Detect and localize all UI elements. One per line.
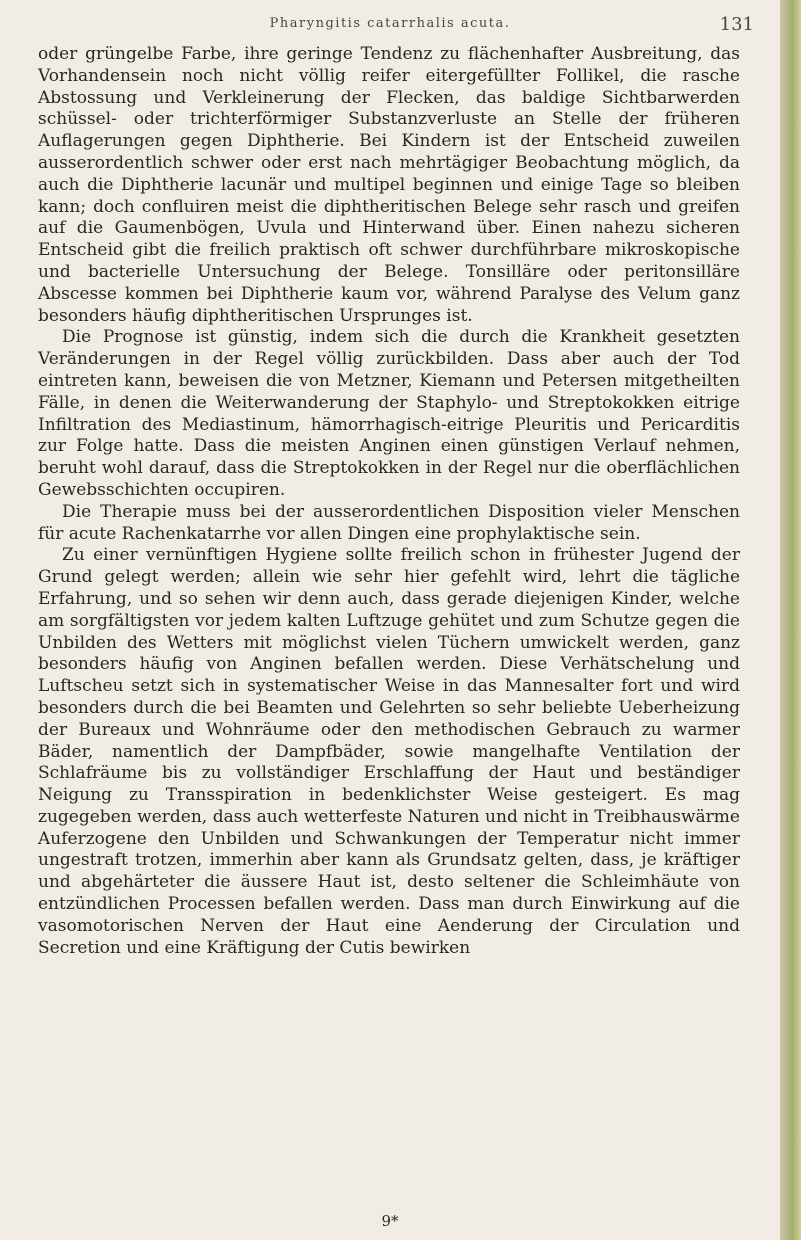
paragraph-prognosis: Die Prognose ist günstig, indem sich die durch die Krankheit gesetzten Veränderungen in der Regel völlig zurückbilden. Dass aber auch der Tod eintreten kann, beweisen die von Metzner, Kiemann und Petersen mitgetheilten Fälle, in denen die Weiterwanderung der Staphylo- und Streptokokken eitrige Infiltration des Mediastinum, hämorrhagisch-eitrige Pleuritis und Pericarditis zur Folge hatte. Dass die meisten Anginen einen günstigen Verlauf nehmen, beruht wohl darauf, dass die Streptokokken in der Regel nur die oberflächlichen Gewebsschichten occupiren. [38, 327, 740, 500]
page-number: 131 [719, 14, 754, 35]
running-title: Pharyngitis catarrhalis acuta. [269, 16, 511, 31]
paragraph-diagnosis: oder grüngelbe Farbe, ihre geringe Tendenz zu flächenhafter Ausbreitung, das Vorhandensein noch nicht völlig reifer eitergefüllter Follikel, die rasche Abstossung und Verkleinerung der Flecken, das baldige Sichtbarwerden schüssel- oder trichterförmiger Substanzverluste an Stelle der früheren Auflagerungen gegen Diphtherie. Bei Kindern ist der Entscheid zuweilen ausserordentlich schwer oder erst nach mehrtägiger Beobachtung möglich, da auch die Diphtherie lacunär und multipel beginnen und einige Tage so bleiben kann; doch confluiren meist die diphtheritischen Belege sehr rasch und greifen auf die Gaumenbögen, Uvula und Hinterwand über. Einen nahezu sicheren Entscheid gibt die freilich praktisch oft schwer durchführbare mikroskopische und bacterielle Untersuchung der Belege. Tonsilläre oder peritonsilläre Abscesse kommen bei Diphtherie kaum vor, während Paralyse des Velum ganz besonders häufig diphtheritischen Ursprunges ist. [38, 44, 740, 326]
paragraph-therapy: Die Therapie muss bei der ausserordentlichen Disposition vieler Menschen für acute Rachenkatarrhe vor allen Dingen eine prophylaktische sein. [38, 501, 740, 544]
body-text [38, 44, 740, 959]
signature-mark: 9* [381, 1212, 399, 1230]
page-edge [780, 0, 801, 1240]
page-header [0, 14, 780, 38]
paragraph-hygiene: Zu einer vernünftigen Hygiene sollte freilich schon in frühester Jugend der Grund gelegt werden; allein wie sehr hier gefehlt wird, lehrt die tägliche Erfahrung, und so sehen wir denn auch, dass gerade diejenigen Kinder, welche am sorgfältigsten vor jedem kalten Luftzuge gehütet und zum Schutze gegen die Unbilden des Wetters mit möglichst vielen Tüchern umwickelt werden, ganz besonders häufig von Anginen befallen werden. Diese Verhätschelung und Luftscheu setzt sich in systematischer Weise in das Mannesalter fort und wird besonders durch die bei Beamten und Gelehrten so sehr beliebte Ueberheizung der Bureaux und Wohnräume oder den methodischen Gebrauch zu warmer Bäder, namentlich der Dampfbäder, sowie mangelhafte Ventilation der Schlafräume bis zu vollständiger Erschlaffung der Haut und beständiger Neigung zu Transspiration in bedenklichster Weise gesteigert. Es mag zugegeben werden, dass auch wetterfeste Naturen und nicht in Treibhauswärme Auferzogene den Unbilden und Schwankungen der Temperatur nicht immer ungestraft trotzen, immerhin aber kann als Grundsatz gelten, dass, je kräftiger und abgehärteter die äussere Haut ist, desto seltener die Schleimhäute von entzündlichen Processen befallen werden. Dass man durch Einwirkung auf die vasomotorischen Nerven der Haut eine Aenderung der Circulation und Secretion und eine Kräftigung der Cutis bewirken [38, 545, 740, 958]
